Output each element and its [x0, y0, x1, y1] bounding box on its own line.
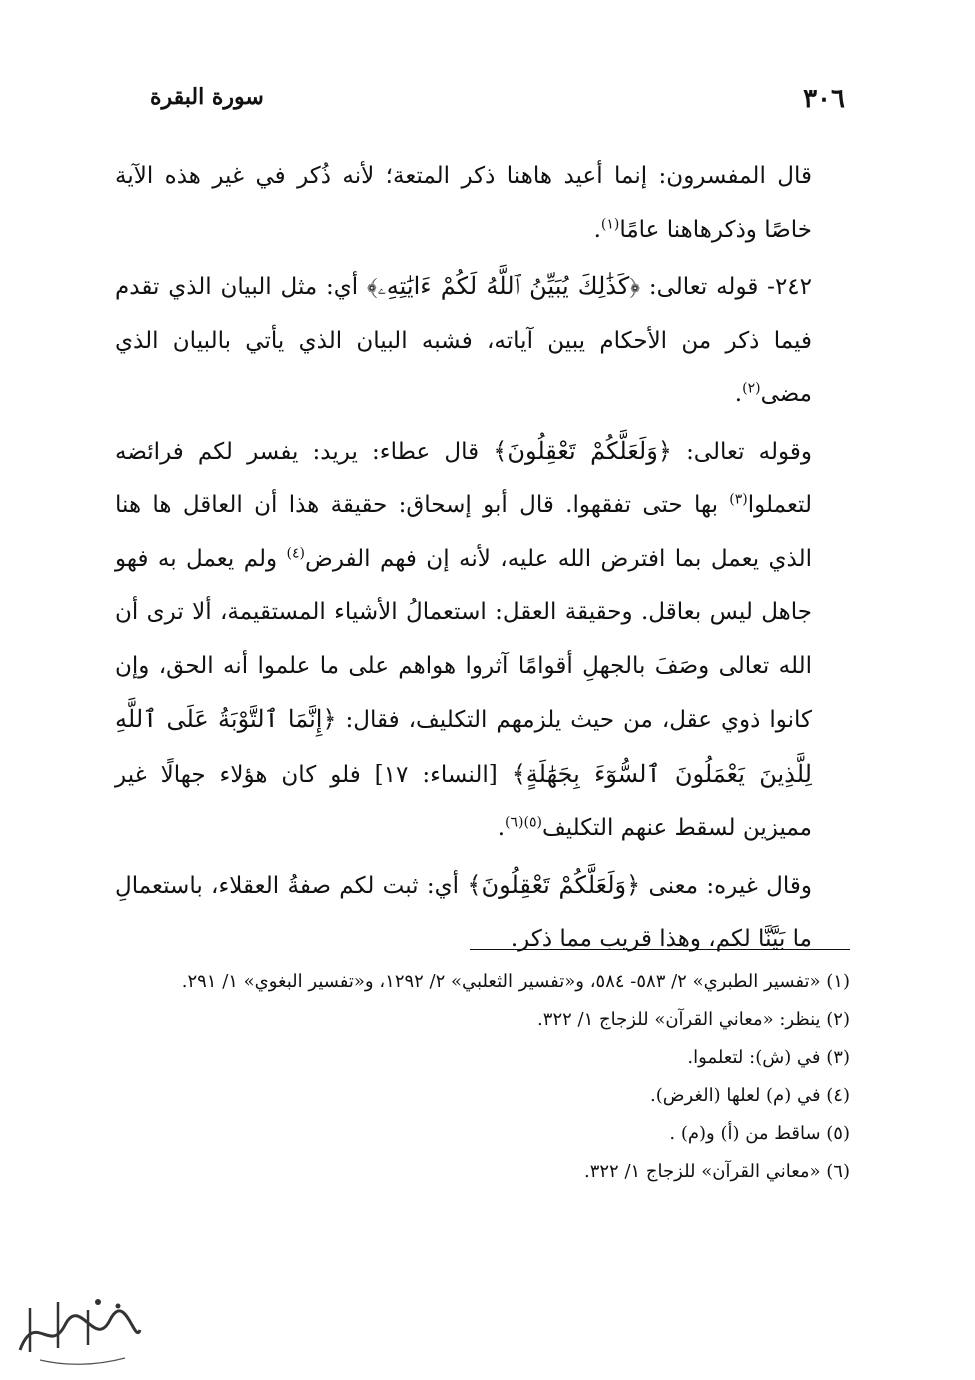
punctuation: . [497, 815, 505, 841]
main-text [115, 150, 850, 970]
paragraph-lead: وقال غيره: معنى [640, 872, 812, 899]
quran-quote: ﴿وَلَعَلَّكُمْ تَعْقِلُونَ﴾ [467, 870, 641, 899]
surah-title: سورة البقرة [150, 84, 264, 110]
logo-icon [10, 1290, 145, 1370]
quran-quote: ﴿إِنَّمَا ٱلتَّوْبَةُ عَلَى ٱللَّهِ لِلَّذِينَ يَعْمَلُونَ ٱلسُّوٓءَ بِجَهَٰلَةٍ﴾ [115, 705, 812, 788]
publisher-logo [10, 1290, 145, 1370]
footnote-ref: (٥)(٦) [505, 814, 542, 831]
paragraph-text: ولم يعمل به فهو جاهل ليس بعاقل. وحقيقة العقل: استعمالُ الأشياء المستقيمة، ألا ترى أن الله تعالى وصَفَ بالجهلِ أقوامًا آثروا هواهم على ما علموا أنه الحق، وإن كانوا ذوي عقل، من حيث يلزمهم التكليف، فقال: [115, 545, 812, 733]
footnote-5: (٥) ساقط من (أ) و(م) . [669, 1123, 850, 1144]
paragraph-4 [115, 859, 850, 967]
verse-number-lead: ٢٤٢- قوله تعالى: [639, 274, 812, 300]
footnote-4: (٤) في (م) لعلها (الغرض). [650, 1085, 850, 1106]
footnote-1: (١) «تفسير الطبري» ٢/ ٥٨٣- ٥٨٤، و«تفسير الثعلبي» ٢/ ١٢٩٢، و«تفسير البغوي» ١/ ٢٩١. [181, 971, 850, 992]
footnote-separator [470, 949, 850, 950]
footnote-ref: (٢) [742, 380, 761, 397]
footnote-2: (٢) ينظر: «معاني القرآن» للزجاج ١/ ٣٢٢. [537, 1009, 850, 1030]
paragraph-2 [115, 260, 850, 422]
quran-quote: ﴿كَذَٰلِكَ يُبَيِّنُ ٱللَّهُ لَكُمْ ءَايَٰتِهِۦ﴾ [367, 272, 640, 300]
paragraph-1 [115, 150, 850, 257]
page-number: ٣٠٦ [803, 84, 845, 114]
footnotes [115, 963, 850, 1191]
paragraph-text: [النساء: ١٧] فلو كان هؤلاء جهالًا غير مميزين لسقط عنهم التكليف [115, 761, 812, 841]
footnote-ref: (١) [600, 215, 620, 232]
footnote-ref: (٤) [286, 544, 306, 561]
paragraph-text: بها حتى تفقهوا. قال أبو إسحاق: حقيقة هذا أن العاقل ها هنا الذي يعمل بما افترض الله عليه، لأنه إن فهم الفرض [115, 492, 812, 572]
page-header [120, 84, 845, 118]
footnote-ref: (٣) [729, 491, 748, 508]
footnote-3: (٣) في (ش): لتعلموا. [687, 1047, 850, 1068]
paragraph-text: أي: مثل البيان الذي تقدم فيما ذكر من الأحكام يبين آياته، فشبه البيان الذي يأتي بالبيان الذي مضى [115, 274, 812, 407]
paragraph-lead: وقوله تعالى: [671, 438, 812, 465]
paragraph-text: أي: ثبت لكم صفةُ العقلاء، باستعمالِ ما بَيَّنَّا لكم، وهذا قريب مما ذكر. [115, 872, 812, 952]
paragraph-text: قال المفسرون: إنما أعيد هاهنا ذكر المتعة؛ لأنه ذُكر في غير هذه الآية خاصًا وذكرهاهنا عامًا [115, 163, 812, 243]
punctuation: . [593, 216, 601, 243]
punctuation: . [734, 381, 743, 407]
paragraph-text: قال عطاء: يريد: يفسر لكم فرائضه لتعملوا [115, 438, 812, 518]
footnote-6: (٦) «معاني القرآن» للزجاج ١/ ٣٢٢. [583, 1161, 850, 1182]
paragraph-3 [115, 425, 850, 856]
quran-quote: ﴿وَلَعَلَّكُمْ تَعْقِلُونَ﴾ [493, 436, 672, 465]
